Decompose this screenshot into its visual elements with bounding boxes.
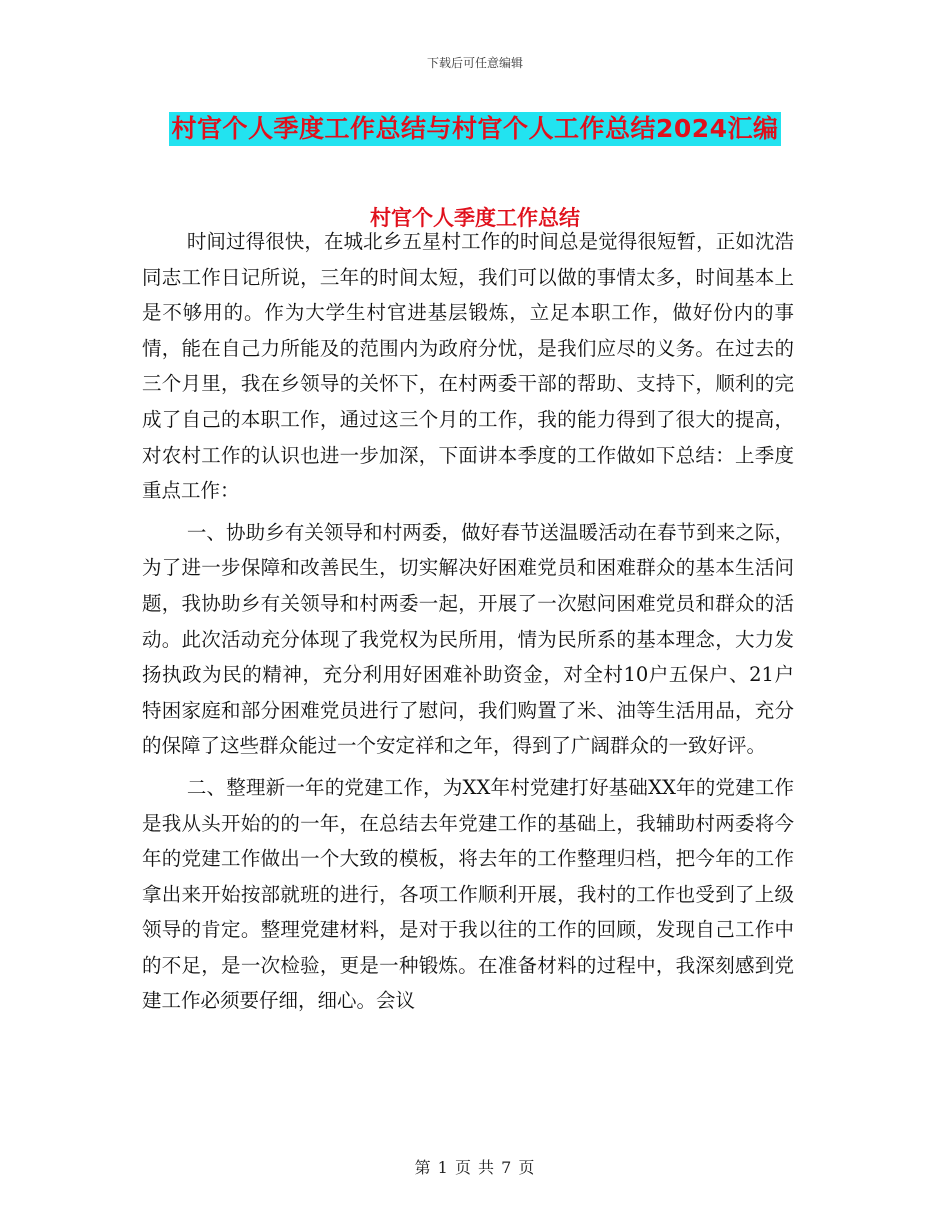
header-note: 下载后可任意编辑 <box>426 56 523 70</box>
paragraph-intro: 时间过得很快，在城北乡五星村工作的时间总是觉得很短暂，正如沈浩同志工作日记所说，三年的时间太短，我们可以做的事情太多，时间基本上是不够用的。作为大学生村官进基层锻炼，立足本职工作，做好份内的事情，能在自己力所能及的范围内为政府分忧，是我们应尽的义务。在过去的三个月里，我在乡领导的关怀下，在村两委干部的帮助、支持下，顺利的完成了自己的本职工作，通过这三个月的工作，我的能力得到了很大的提高，对农村工作的认识也进一步加深，下面讲本季度的工作做如下总结：上季度重点工作： <box>142 230 794 503</box>
section-title: 村官个人季度工作总结 <box>370 206 580 230</box>
document-body <box>142 224 794 1019</box>
paragraph-item-1: 一、协助乡有关领导和村两委，做好春节送温暖活动在春节到来之际，为了进一步保障和改善民生，切实解决好困难党员和困难群众的基本生活问题，我协助乡有关领导和村两委一起，开展了一次慰问困难党员和群众的活动。此次活动充分体现了我党权为民所用，情为民所系的基本理念，大力发扬执政为民的精神，充分利用好困难补助资金，对全村10户五保户、21户特困家庭和部分困难党员进行了慰问，我们购置了米、油等生活用品，充分的保障了这些群众能过一个安定祥和之年，得到了广阔群众的一致好评。 <box>142 520 794 758</box>
page-footer: 第 1 页 共 7 页 <box>414 1158 536 1177</box>
document-title: 村官个人季度工作总结与村官个人工作总结2024汇编 <box>169 112 780 146</box>
title-area <box>0 112 950 146</box>
paragraph-item-2: 二、整理新一年的党建工作，为XX年村党建打好基础XX年的党建工作是我从头开始的的一年，在总结去年党建工作的基础上，我辅助村两委将今年的党建工作做出一个大致的模板，将去年的工作整理归档，把今年的工作拿出来开始按部就班的进行，各项工作顺利开展，我村的工作也受到了上级领导的肯定。整理党建材料，是对于我以往的工作的回顾，发现自己工作中的不足，是一次检验，更是一种锻炼。在准备材料的过程中，我深刻感到党建工作必须要仔细，细心。会议 <box>142 775 794 1013</box>
